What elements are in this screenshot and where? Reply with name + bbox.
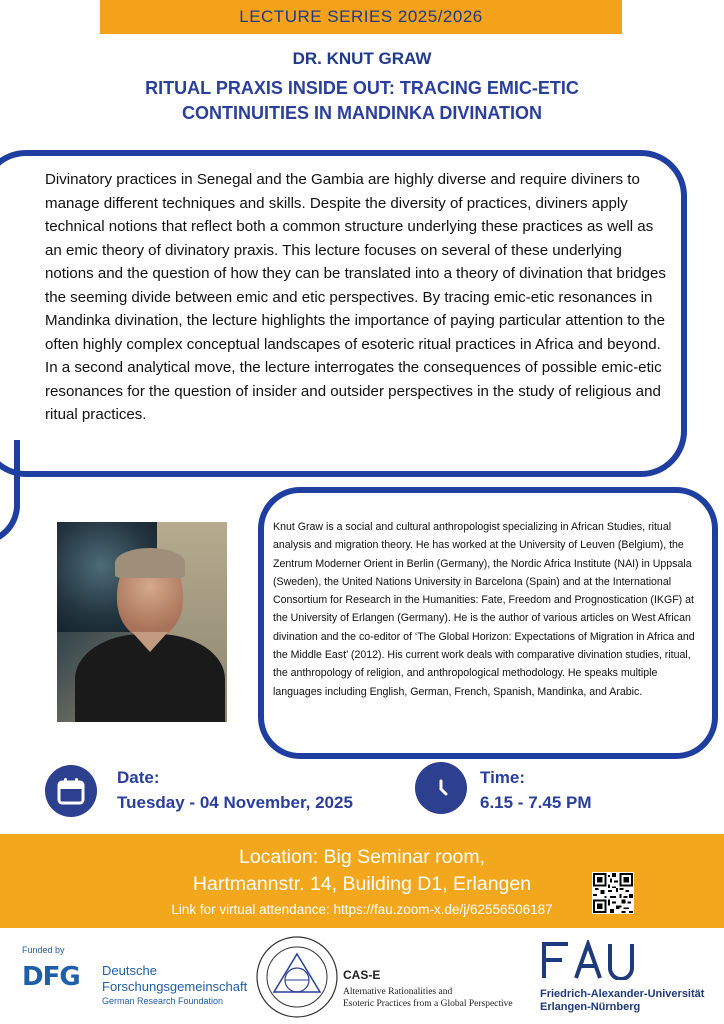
decorative-connector xyxy=(0,440,20,545)
lecture-title-line2: CONTINUITIES IN MANDINKA DIVINATION xyxy=(182,103,542,123)
fau-logo xyxy=(540,940,640,980)
virtual-attendance-link[interactable]: Link for virtual attendance: https://fau.zoom-x.de/j/62556506187 xyxy=(171,902,553,917)
dfg-subtitle: German Research Foundation xyxy=(102,996,224,1006)
speaker-bio: Knut Graw is a social and cultural anthropologist specializing in African Studies, ritual analysis and migration theory. He has worked at the University of Leuven (Belgium), the Zentrum Moderner Orient in Berlin (Germany), the Nordic Africa Institute (NAI) in Uppsala (Sweden), the United Nations University in Barcelona (Spain) and at the International Consortium for Research in the Humanities: Fate, Freedom and Prognostication (IKGF) at the University of Erlangen (Germany). He is the author of various articles on West African divination and the co-editor of ‘The Global Horizon: Expectations of Migration in Africa and the Middle East’ (2012). His current work deals with comparative divination studies, ritual, the anthropology of religion, and anthropological methodology. He speaks multiple languages including English, German, French, Spanish, Mandinka, and Arabic. xyxy=(273,521,695,698)
dfg-name xyxy=(102,963,247,995)
dfg-logo: DFG xyxy=(22,962,80,992)
series-banner xyxy=(100,0,622,34)
location-line2: Hartmannstr. 14, Building D1, Erlangen xyxy=(192,873,532,895)
cas-subtitle-line2: Esoteric Practices from a Global Perspective xyxy=(343,999,513,1009)
fau-name-line2: Erlangen-Nürnberg xyxy=(540,1001,641,1013)
cas-subtitle xyxy=(343,986,513,1010)
dfg-name-line2: Forschungsgemeinschaft xyxy=(102,979,248,994)
funded-by-label: Funded by xyxy=(22,945,65,955)
fau-name-line1: Friedrich-Alexander-Universität xyxy=(540,988,705,1000)
speaker-name: DR. KNUT GRAW xyxy=(292,49,432,68)
date-value: Tuesday - 04 November, 2025 xyxy=(117,793,353,812)
cas-seal-icon xyxy=(254,934,340,1020)
time-label: Time: xyxy=(480,768,526,787)
calendar-icon xyxy=(45,765,97,817)
abstract-text: Divinatory practices in Senegal and the Gambia are highly diverse and require diviners to manage different techniques and skills. Despite the diversity of practices, diviners apply technical notions that reflect both a common structure underlying these practices as well as an emic theory of divinatory praxis. This lecture focuses on several of these underlying notions and the question of how they can be translated into a theory of divination that bridges the seeming divide between emic and etic perspectives. By tracing emic-etic resonances in Mandinka divination, the lecture highlights the importance of paying particular attention to the often highly complex conceptual landscapes of esoteric ritual practices in Africa and beyond. In a second analytical move, the lecture interrogates the consequences of possible emic-etic resonances for the question of insider and outsider perspectives in the study of religious and ritual practices. xyxy=(45,171,666,423)
dfg-name-line1: Deutsche xyxy=(102,963,157,978)
qr-code-icon[interactable] xyxy=(592,872,634,914)
clock-icon xyxy=(415,762,467,814)
date-label: Date: xyxy=(117,768,160,787)
series-label: LECTURE SERIES 2025/2026 xyxy=(239,7,483,26)
speaker-photo xyxy=(57,522,227,722)
cas-subtitle-line1: Alternative Rationalities and xyxy=(343,987,453,997)
cas-title: CAS-E xyxy=(343,968,381,982)
time-value: 6.15 - 7.45 PM xyxy=(480,793,592,812)
fau-name xyxy=(540,988,704,1014)
lecture-title-line1: RITUAL PRAXIS INSIDE OUT: TRACING EMIC-ETIC xyxy=(145,78,579,98)
location-line1: Location: Big Seminar room, xyxy=(238,846,486,868)
lecture-title xyxy=(40,76,684,126)
